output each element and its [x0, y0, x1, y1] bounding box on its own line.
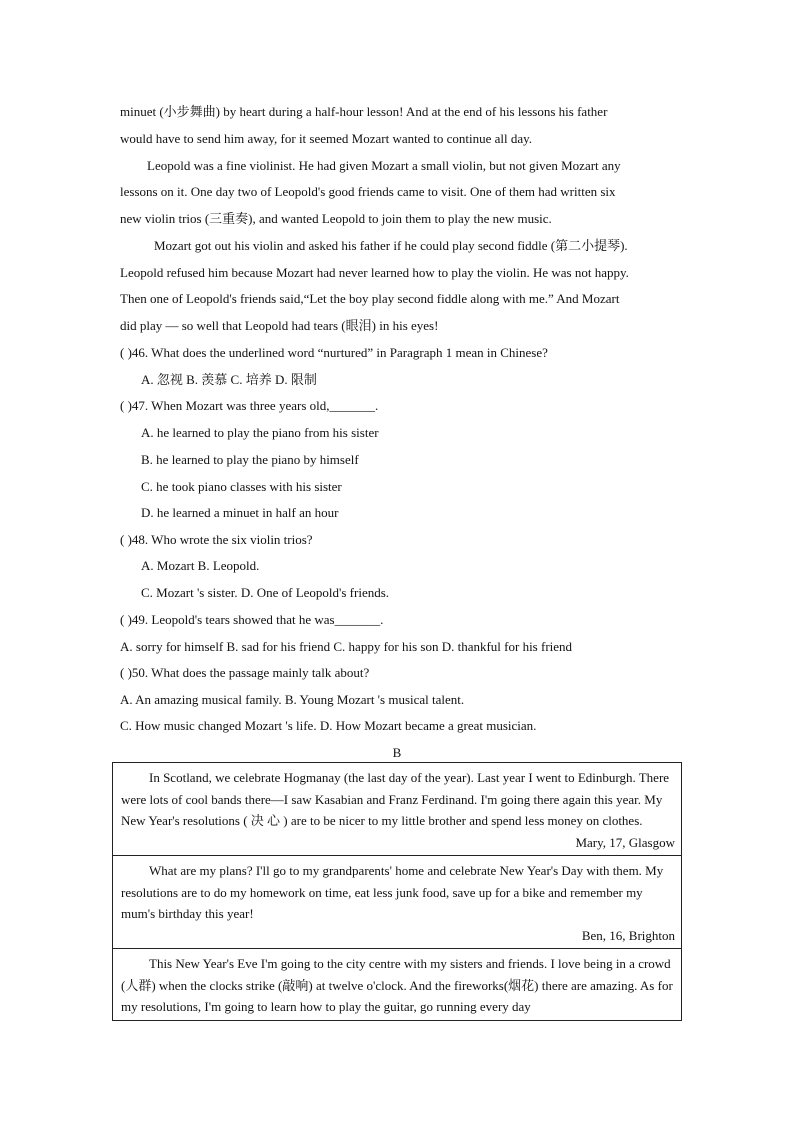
question-48-options-cd: C. Mozart 's sister. D. One of Leopold's friends. — [141, 585, 390, 600]
question-50: ( )50. What does the passage mainly talk about? — [120, 665, 370, 680]
passage-line: Leopold refused him because Mozart had never learned how to play the violin. He was not happy. — [120, 265, 629, 280]
passage-b-entry-3 — [113, 949, 681, 1021]
passage-line: Mozart got out his violin and asked his father if he could play second fiddle (第二小提琴). — [154, 238, 628, 253]
question-47-option-a: A. he learned to play the piano from his sister — [141, 425, 379, 440]
entry-text: In Scotland, we celebrate Hogmanay (the last day of the year). Last year I went to Edinburgh. There were lots of cool bands there—I saw Kasabian and Franz Ferdinand. I'm going there again this year. My New Year's resolutions ( 决 心 ) are to be nicer to my little brother and spend less money on clothes. — [121, 770, 670, 828]
question-48-options-ab: A. Mozart B. Leopold. — [141, 558, 260, 573]
entry-text: What are my plans? I'll go to my grandparents' home and celebrate New Year's Day with them. My resolutions are to do my homework on time, eat less junk food, save up for a bike and remember my mum's birthday this year! — [121, 863, 664, 921]
passage-line: minuet (小步舞曲) by heart during a half-hour lesson! And at the end of his lessons his father — [120, 104, 608, 119]
entry-signature: Ben, 16, Brighton — [581, 927, 675, 943]
question-48: ( )48. Who wrote the six violin trios? — [120, 532, 313, 547]
passage-line: Leopold was a fine violinist. He had given Mozart a small violin, but not given Mozart any — [147, 158, 621, 173]
question-47-option-d: D. he learned a minuet in half an hour — [141, 505, 339, 520]
passage-line: lessons on it. One day two of Leopold's good friends came to visit. One of them had written six — [120, 184, 616, 199]
question-50-options-ab: A. An amazing musical family. B. Young Mozart 's musical talent. — [120, 692, 465, 707]
entry-text: This New Year's Eve I'm going to the city centre with my sisters and friends. I love being in a crowd (人群) when the clocks strike (敲响) at twelve o'clock. And the fireworks(烟花) there are amazing. As for my resolutions, I'm going to learn how to play the guitar, go running every day — [121, 956, 673, 1014]
passage-b-entry-1 — [113, 763, 681, 856]
question-47-option-b: B. he learned to play the piano by himself — [141, 452, 359, 467]
question-46: ( )46. What does the underlined word “nurtured” in Paragraph 1 mean in Chinese? — [120, 345, 548, 360]
passage-line: new violin trios (三重奏), and wanted Leopold to join them to play the new music. — [120, 211, 552, 226]
passage-line: would have to send him away, for it seemed Mozart wanted to continue all day. — [120, 131, 533, 146]
question-47-option-c: C. he took piano classes with his sister — [141, 479, 342, 494]
passage-line: Then one of Leopold's friends said,“Let the boy play second fiddle along with me.” And Mozart — [120, 291, 620, 306]
entry-signature: Mary, 17, Glasgow — [575, 834, 675, 850]
question-49: ( )49. Leopold's tears showed that he was_______. — [120, 612, 384, 627]
section-b-label: B — [392, 745, 402, 760]
passage-b-entry-2 — [113, 856, 681, 949]
question-47: ( )47. When Mozart was three years old,_______. — [120, 398, 379, 413]
passage-b-table — [112, 762, 682, 1021]
question-50-options-cd: C. How music changed Mozart 's life. D. How Mozart became a great musician. — [120, 718, 537, 733]
question-46-options: A. 忽视 B. 羡慕 C. 培养 D. 限制 — [141, 372, 317, 387]
passage-line: did play — so well that Leopold had tears (眼泪) in his eyes! — [120, 318, 439, 333]
question-49-options: A. sorry for himself B. sad for his friend C. happy for his son D. thankful for his friend — [120, 639, 573, 654]
